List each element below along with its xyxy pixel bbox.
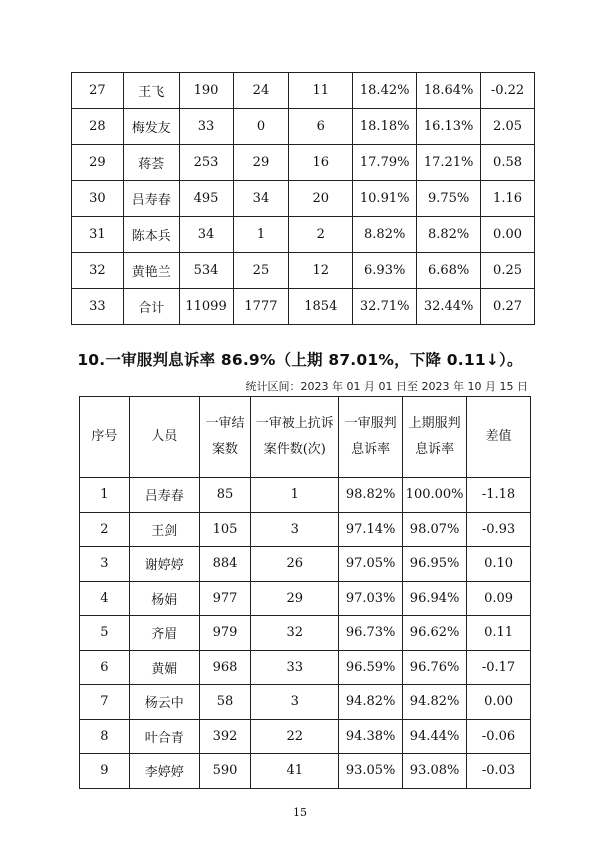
table-cell: 884 [199, 547, 251, 582]
table-cell: 97.03% [339, 581, 403, 616]
table-cell: 96.73% [339, 616, 403, 651]
table-cell: 0.00 [467, 685, 531, 720]
table-row [80, 754, 531, 789]
section-heading: 10.一审服判息诉率 86.9%（上期 87.01%，下降 0.11↓）。 [77, 351, 523, 369]
table-cell: 2 [80, 512, 130, 547]
table-cell: 26 [251, 547, 339, 582]
table-cell: 33 [72, 289, 124, 325]
table-cell: 0 [233, 109, 289, 145]
table-cell: 4 [80, 581, 130, 616]
column-header: 差值 [467, 397, 531, 478]
table-cell: 9.75% [417, 181, 481, 217]
table-row [72, 217, 535, 253]
table-cell: -0.93 [467, 512, 531, 547]
table-cell: 590 [199, 754, 251, 789]
table-cell: 1 [233, 217, 289, 253]
table-cell: 17.79% [353, 145, 417, 181]
table-row [80, 478, 531, 513]
table-cell: 2.05 [481, 109, 535, 145]
table-cell: -1.18 [467, 478, 531, 513]
ranking-table-continued [71, 72, 535, 325]
table-cell: 齐眉 [129, 616, 199, 651]
table-row [80, 512, 531, 547]
table-cell: 王剑 [129, 512, 199, 547]
table-cell: 0.25 [481, 253, 535, 289]
table-cell: 18.64% [417, 73, 481, 109]
column-header: 一审服判息诉率 [339, 397, 403, 478]
table-cell: 98.07% [403, 512, 467, 547]
table-cell: 96.76% [403, 650, 467, 685]
table-cell: 20 [289, 181, 353, 217]
table-row [72, 253, 535, 289]
table-cell: -0.03 [467, 754, 531, 789]
table-cell: 22 [251, 719, 339, 754]
table-cell: 96.59% [339, 650, 403, 685]
table-cell: 12 [289, 253, 353, 289]
table-cell: 96.62% [403, 616, 467, 651]
table-cell: 96.94% [403, 581, 467, 616]
column-header: 一审被上抗诉案件数(次) [251, 397, 339, 478]
table-cell: 0.10 [467, 547, 531, 582]
table-cell: 黄媚 [129, 650, 199, 685]
table-cell: 蒋荟 [123, 145, 179, 181]
table-cell: 32.71% [353, 289, 417, 325]
table-cell: 李婷婷 [129, 754, 199, 789]
table-cell: 28 [72, 109, 124, 145]
table-row [72, 109, 535, 145]
table-cell: 杨娟 [129, 581, 199, 616]
table-cell: 977 [199, 581, 251, 616]
table-cell: 杨云中 [129, 685, 199, 720]
table-cell: 3 [80, 547, 130, 582]
table-cell: 16.13% [417, 109, 481, 145]
table-cell: -0.22 [481, 73, 535, 109]
table-cell: 18.18% [353, 109, 417, 145]
table-cell: 94.82% [403, 685, 467, 720]
table-cell: 94.38% [339, 719, 403, 754]
table-row [80, 616, 531, 651]
table-row [80, 547, 531, 582]
table-cell: 16 [289, 145, 353, 181]
table-cell: 32.44% [417, 289, 481, 325]
table-cell: 17.21% [417, 145, 481, 181]
table-cell: 陈本兵 [123, 217, 179, 253]
table-row [80, 719, 531, 754]
table-cell: 85 [199, 478, 251, 513]
table-cell: 97.14% [339, 512, 403, 547]
table-cell: 96.95% [403, 547, 467, 582]
column-header: 人员 [129, 397, 199, 478]
table-cell: 93.05% [339, 754, 403, 789]
column-header: 序号 [80, 397, 130, 478]
table-cell: 94.44% [403, 719, 467, 754]
table-cell: 94.82% [339, 685, 403, 720]
table-cell: 3 [251, 685, 339, 720]
table-cell: 98.82% [339, 478, 403, 513]
table-cell: 253 [179, 145, 233, 181]
table-row [80, 685, 531, 720]
table-cell: 33 [179, 109, 233, 145]
column-header: 一审结案数 [199, 397, 251, 478]
table-cell: 41 [251, 754, 339, 789]
table-cell: 1 [251, 478, 339, 513]
table-cell: 7 [80, 685, 130, 720]
table-cell: 梅发友 [123, 109, 179, 145]
table-cell: 0.09 [467, 581, 531, 616]
table-cell: 97.05% [339, 547, 403, 582]
table-cell: 黄艳兰 [123, 253, 179, 289]
table-cell: 1.16 [481, 181, 535, 217]
table-cell: 0.27 [481, 289, 535, 325]
table-cell: 0.11 [467, 616, 531, 651]
table-row [72, 181, 535, 217]
table-cell: 8.82% [417, 217, 481, 253]
table-cell: 3 [251, 512, 339, 547]
table-cell: 29 [72, 145, 124, 181]
table-row [80, 650, 531, 685]
table-cell: 10.91% [353, 181, 417, 217]
table-cell: 25 [233, 253, 289, 289]
table-cell: 100.00% [403, 478, 467, 513]
table-row [80, 581, 531, 616]
table-cell: 1777 [233, 289, 289, 325]
table-cell: 6 [289, 109, 353, 145]
table-cell: 29 [233, 145, 289, 181]
table-row [72, 289, 535, 325]
table-cell: 8.82% [353, 217, 417, 253]
statistics-period: 统计区间：2023 年 01 月 01 日至 2023 年 10 月 15 日 [245, 380, 528, 393]
table-cell: 34 [233, 181, 289, 217]
table-cell: 93.08% [403, 754, 467, 789]
table-cell: 吕寿春 [129, 478, 199, 513]
table-cell: 11099 [179, 289, 233, 325]
table-cell: 1 [80, 478, 130, 513]
table-cell: 32 [251, 616, 339, 651]
table-cell: 0.58 [481, 145, 535, 181]
table-cell: 合计 [123, 289, 179, 325]
table-cell: -0.06 [467, 719, 531, 754]
table-cell: 58 [199, 685, 251, 720]
table-cell: 34 [179, 217, 233, 253]
table-cell: 979 [199, 616, 251, 651]
table-cell: 392 [199, 719, 251, 754]
column-header: 上期服判息诉率 [403, 397, 467, 478]
table-cell: 29 [251, 581, 339, 616]
page-number: 15 [293, 806, 307, 819]
table-cell: 5 [80, 616, 130, 651]
table-row [72, 73, 535, 109]
table-cell: 吕寿春 [123, 181, 179, 217]
table-cell: 6 [80, 650, 130, 685]
table-cell: 9 [80, 754, 130, 789]
table-cell: 8 [80, 719, 130, 754]
table-cell: -0.17 [467, 650, 531, 685]
table-cell: 1854 [289, 289, 353, 325]
table-cell: 33 [251, 650, 339, 685]
table-cell: 2 [289, 217, 353, 253]
table-cell: 6.68% [417, 253, 481, 289]
table-cell: 王飞 [123, 73, 179, 109]
table-cell: 495 [179, 181, 233, 217]
table-cell: 31 [72, 217, 124, 253]
appeal-rate-table [79, 396, 531, 789]
table-cell: 190 [179, 73, 233, 109]
table-cell: 叶合青 [129, 719, 199, 754]
table-row [72, 145, 535, 181]
table-cell: 534 [179, 253, 233, 289]
table-cell: 谢婷婷 [129, 547, 199, 582]
table-cell: 18.42% [353, 73, 417, 109]
table-cell: 27 [72, 73, 124, 109]
table-cell: 30 [72, 181, 124, 217]
table-cell: 968 [199, 650, 251, 685]
table-cell: 32 [72, 253, 124, 289]
table-cell: 24 [233, 73, 289, 109]
table-cell: 11 [289, 73, 353, 109]
table-cell: 0.00 [481, 217, 535, 253]
table-cell: 6.93% [353, 253, 417, 289]
table-cell: 105 [199, 512, 251, 547]
